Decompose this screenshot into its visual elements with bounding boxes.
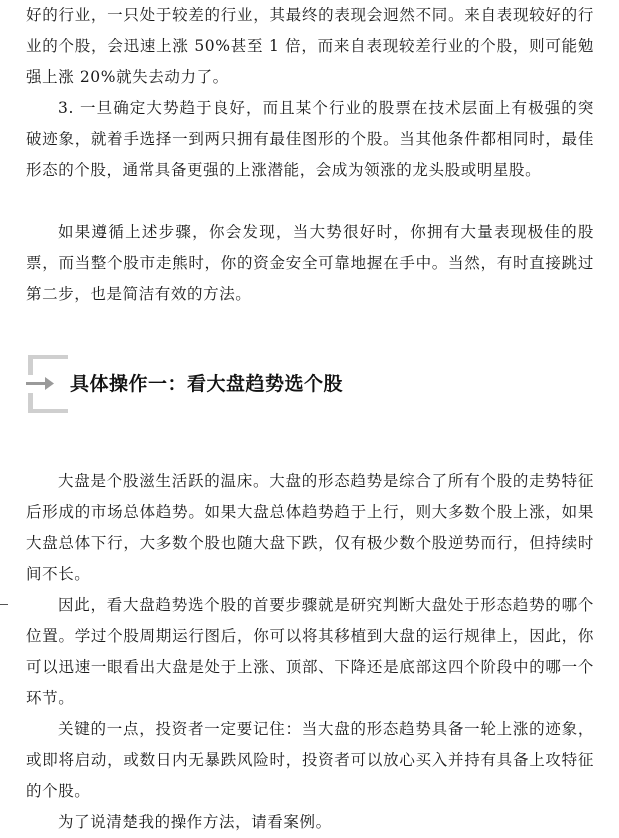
section-heading-block <box>26 351 386 417</box>
paragraph-follow-steps: 如果遵循上述步骤，你会发现，当大势很好时，你拥有大量表现极佳的股票，而当整个股市走熊时，你的资金安全可靠地握在手中。当然，有时直接跳过第二步，也是简洁有效的方法。 <box>26 223 594 303</box>
paragraph-industry-performance: 好的行业，一只处于较差的行业，其最终的表现会迥然不同。来自表现较好的行业的个股，会迅速上涨 50%甚至 1 倍，而来自表现较差行业的个股，则可能勉强上涨 20%就失去动力了。 <box>26 6 594 86</box>
paragraph-see-case: 为了说清楚我的操作方法，请看案例。 <box>58 813 332 831</box>
margin-mark <box>0 604 8 605</box>
paragraph-key-point: 关键的一点，投资者一定要记住：当大盘的形态趋势具备一轮上涨的迹象，或即将启动，或数日内无暴跌风险时，投资者可以放心买入并持有具备上攻特征的个股。 <box>26 720 594 800</box>
arrow-bracket-icon <box>26 351 70 417</box>
section-heading: 具体操作一：看大盘趋势选个股 <box>70 373 344 395</box>
paragraph-step-three: 3. 一旦确定大势趋于良好，而且某个行业的股票在技术层面上有极强的突破迹象，就着手选择一到两只拥有最佳图形的个股。当其他条件都相同时，最佳形态的个股，通常具备更强的上涨潜能，会成为领涨的龙头股或明星股。 <box>26 99 594 179</box>
paragraph-first-step: 因此，看大盘趋势选个股的首要步骤就是研究判断大盘处于形态趋势的哪个位置。学过个股周期运行图后，你可以将其移植到大盘的运行规律上，因此，你可以迅速一眼看出大盘是处于上涨、顶部、下降还是底部这四个阶段中的哪一个环节。 <box>26 596 594 707</box>
paragraph-market-bed: 大盘是个股滋生活跃的温床。大盘的形态趋势是综合了所有个股的走势特征后形成的市场总体趋势。如果大盘总体趋势趋于上行，则大多数个股上涨，如果大盘总体下行，大多数个股也随大盘下跌，仅有极少数个股逆势而行，但持续时间不长。 <box>26 472 594 583</box>
